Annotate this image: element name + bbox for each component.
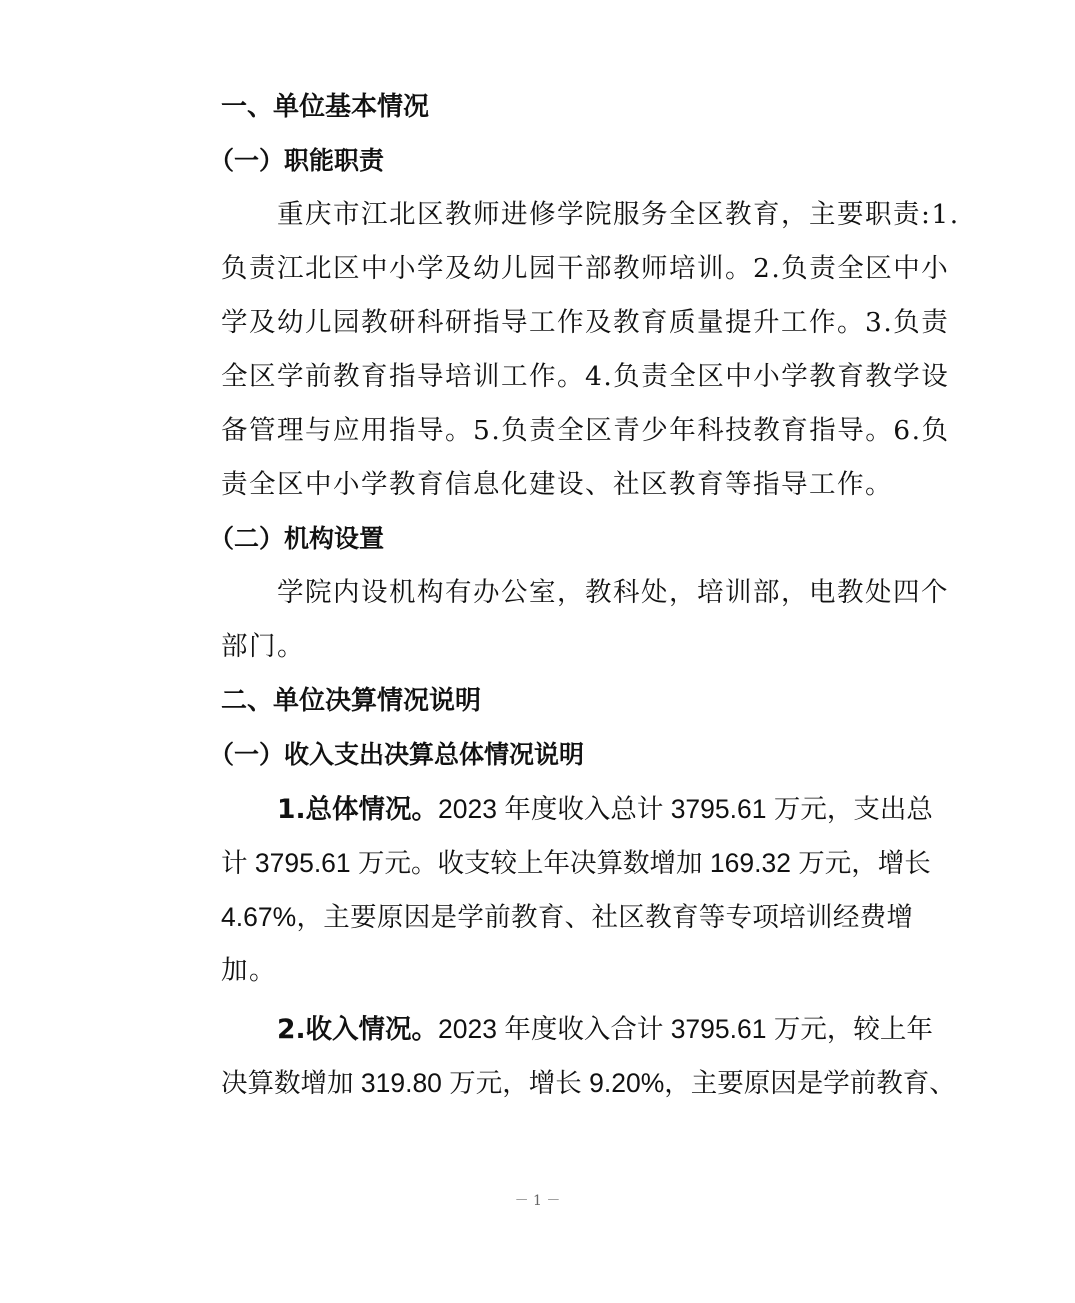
- text-line: 部门。: [221, 631, 305, 662]
- paragraph-income: [165, 1002, 956, 1110]
- text-line: [165, 1002, 933, 1056]
- text-line: 学及幼儿园教研科研指导工作及教育质量提升工作。3.负责: [221, 307, 950, 338]
- paragraph-lead: 1.总体情况。: [277, 794, 439, 825]
- text-line: [165, 782, 933, 836]
- text-line: 备管理与应用指导。5.负责全区青少年科技教育指导。6.负: [221, 415, 950, 446]
- subsection-heading-overall: （一）收入支出决算总体情况说明: [209, 740, 585, 769]
- text-line: 学院内设机构有办公室，教科处，培训部，电教处四个: [277, 577, 949, 608]
- text-line: 责全区中小学教育信息化建设、社区教育等指导工作。: [221, 469, 893, 500]
- text-line: 全区学前教育指导培训工作。4.负责全区中小学教育教学设: [221, 361, 950, 392]
- section-heading-basic-info: 一、单位基本情况: [221, 92, 430, 122]
- text-segment: 2023 年度收入合计 3795.61 万元，较上年: [438, 1014, 933, 1044]
- document-page: [165, 80, 960, 1110]
- text-line: 计 3795.61 万元。收支较上年决算数增加 169.32 万元，增长: [221, 848, 931, 878]
- text-line: 4.67%，主要原因是学前教育、社区教育等专项培训经费增: [221, 902, 913, 932]
- text-segment: 2023 年度收入总计 3795.61 万元，支出总: [438, 794, 933, 824]
- subsection-heading-organization: （二）机构设置: [209, 524, 385, 553]
- subsection-heading-duties: （一）职能职责: [209, 146, 385, 175]
- paragraph-lead: 2.收入情况。: [277, 1014, 439, 1045]
- text-line: 加。: [221, 955, 277, 986]
- page-number: － 1 －: [514, 1193, 561, 1209]
- text-line: 重庆市江北区教师进修学院服务全区教育，主要职责:1.: [277, 199, 960, 230]
- text-line: 决算数增加 319.80 万元，增长 9.20%，主要原因是学前教育、: [221, 1068, 956, 1098]
- section-heading-final-accounts: 二、单位决算情况说明: [221, 686, 482, 716]
- text-line: 负责江北区中小学及幼儿园干部教师培训。2.负责全区中小: [221, 253, 950, 284]
- paragraph-organization: [165, 566, 949, 674]
- paragraph-duties: [165, 188, 960, 512]
- paragraph-overall: [165, 782, 933, 998]
